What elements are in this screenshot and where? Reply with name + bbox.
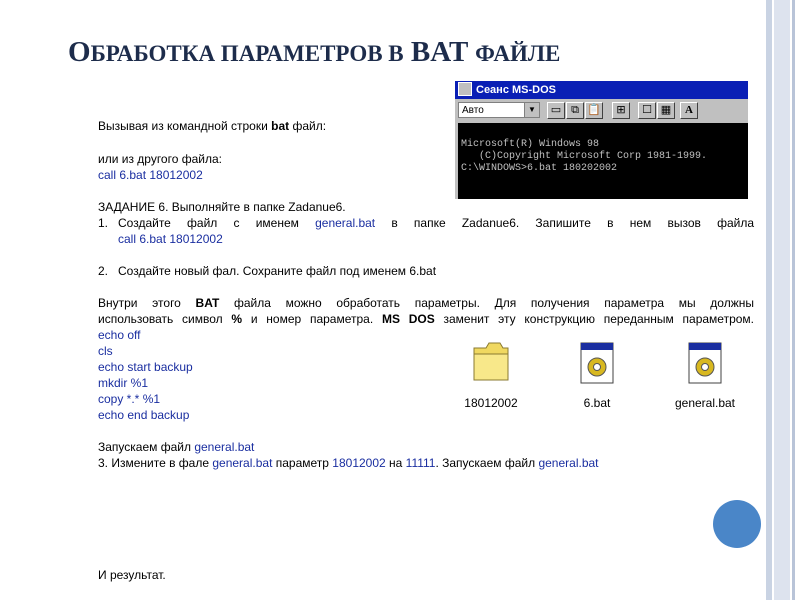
msdos-window [455, 81, 748, 199]
msdos-toolbar [455, 99, 748, 123]
item2-number: 2. [98, 264, 109, 278]
chevron-down-icon[interactable]: ▼ [524, 103, 539, 117]
msdos-console[interactable] [458, 123, 748, 199]
code-line: echo end backup [98, 408, 190, 422]
item1-number: 1. [98, 216, 109, 230]
run-line: Запускаем файл general.bat [98, 440, 255, 454]
mark-icon[interactable]: ▭ [547, 102, 565, 119]
console-line: (C)Copyright Microsoft Corp 1981-1999. [461, 151, 708, 162]
msdos-title-text: Сеанс MS-DOS [476, 84, 556, 96]
icon-label: 6.bat [583, 396, 611, 410]
icon-label: 18012002 [464, 396, 518, 410]
font-size-select[interactable]: Авто ▼ [458, 102, 540, 118]
console-line: Microsoft(R) Windows 98 [461, 139, 600, 150]
code-line: echo off [98, 328, 141, 342]
decor-stripe-2 [774, 0, 790, 600]
decor-circle [713, 500, 761, 548]
msdos-app-icon [458, 82, 472, 96]
fullscreen-icon[interactable]: ⊞ [612, 102, 630, 119]
paragraph-line2: использовать символ % и номер параметра. MS DOS заменит эту конструкцию переданным параметром. [98, 312, 754, 326]
background-icon[interactable]: ▦ [657, 102, 675, 119]
result-line: И результат. [98, 568, 166, 582]
decor-stripe-1 [766, 0, 772, 600]
code-line: copy *.* %1 [98, 392, 161, 406]
copy-icon[interactable]: ⧉ [566, 102, 584, 119]
step3-line: 3. Измените в фале general.bat параметр 18012002 на 11111. Запускаем файл general.bat [98, 456, 599, 470]
batch-file-icon [580, 342, 614, 384]
console-line: C:\WINDOWS>6.bat 180202002 [461, 163, 618, 174]
item1-call: call 6.bat 18012002 [118, 232, 223, 246]
font-icon[interactable]: A [680, 102, 698, 119]
code-line: mkdir %1 [98, 376, 149, 390]
call-example: call 6.bat 18012002 [98, 168, 203, 182]
code-line: cls [98, 344, 113, 358]
item1-text: Создайте файл с именем general.bat в папке Zadanue6. Запишите в нем вызов файла [118, 216, 754, 230]
item2-text: Создайте новый фал. Сохраните файл под именем 6.bat [118, 264, 437, 278]
decor-stripe-3 [792, 0, 795, 600]
code-line: echo start backup [98, 360, 193, 374]
task-heading: ЗАДАНИЕ 6. Выполняйте в папке Zadanue6. [98, 200, 346, 214]
or-line: или из другого файла: [98, 152, 222, 166]
folder-icon [470, 338, 512, 384]
icon-label: general.bat [674, 396, 736, 410]
batch-file-icon [688, 342, 722, 384]
slide-title: ОБРАБОТКА ПАРАМЕТРОВ В BAT ФАЙЛЕ [68, 36, 561, 68]
msdos-titlebar[interactable] [455, 81, 748, 99]
intro-line: Вызывая из командной строки bat файл: [98, 119, 327, 133]
properties-icon[interactable]: ☐ [638, 102, 656, 119]
paste-icon[interactable]: 📋 [585, 102, 603, 119]
paragraph-line1: Внутри этого BAT файла можно обработать параметры. Для получения параметра мы должны [98, 296, 754, 310]
